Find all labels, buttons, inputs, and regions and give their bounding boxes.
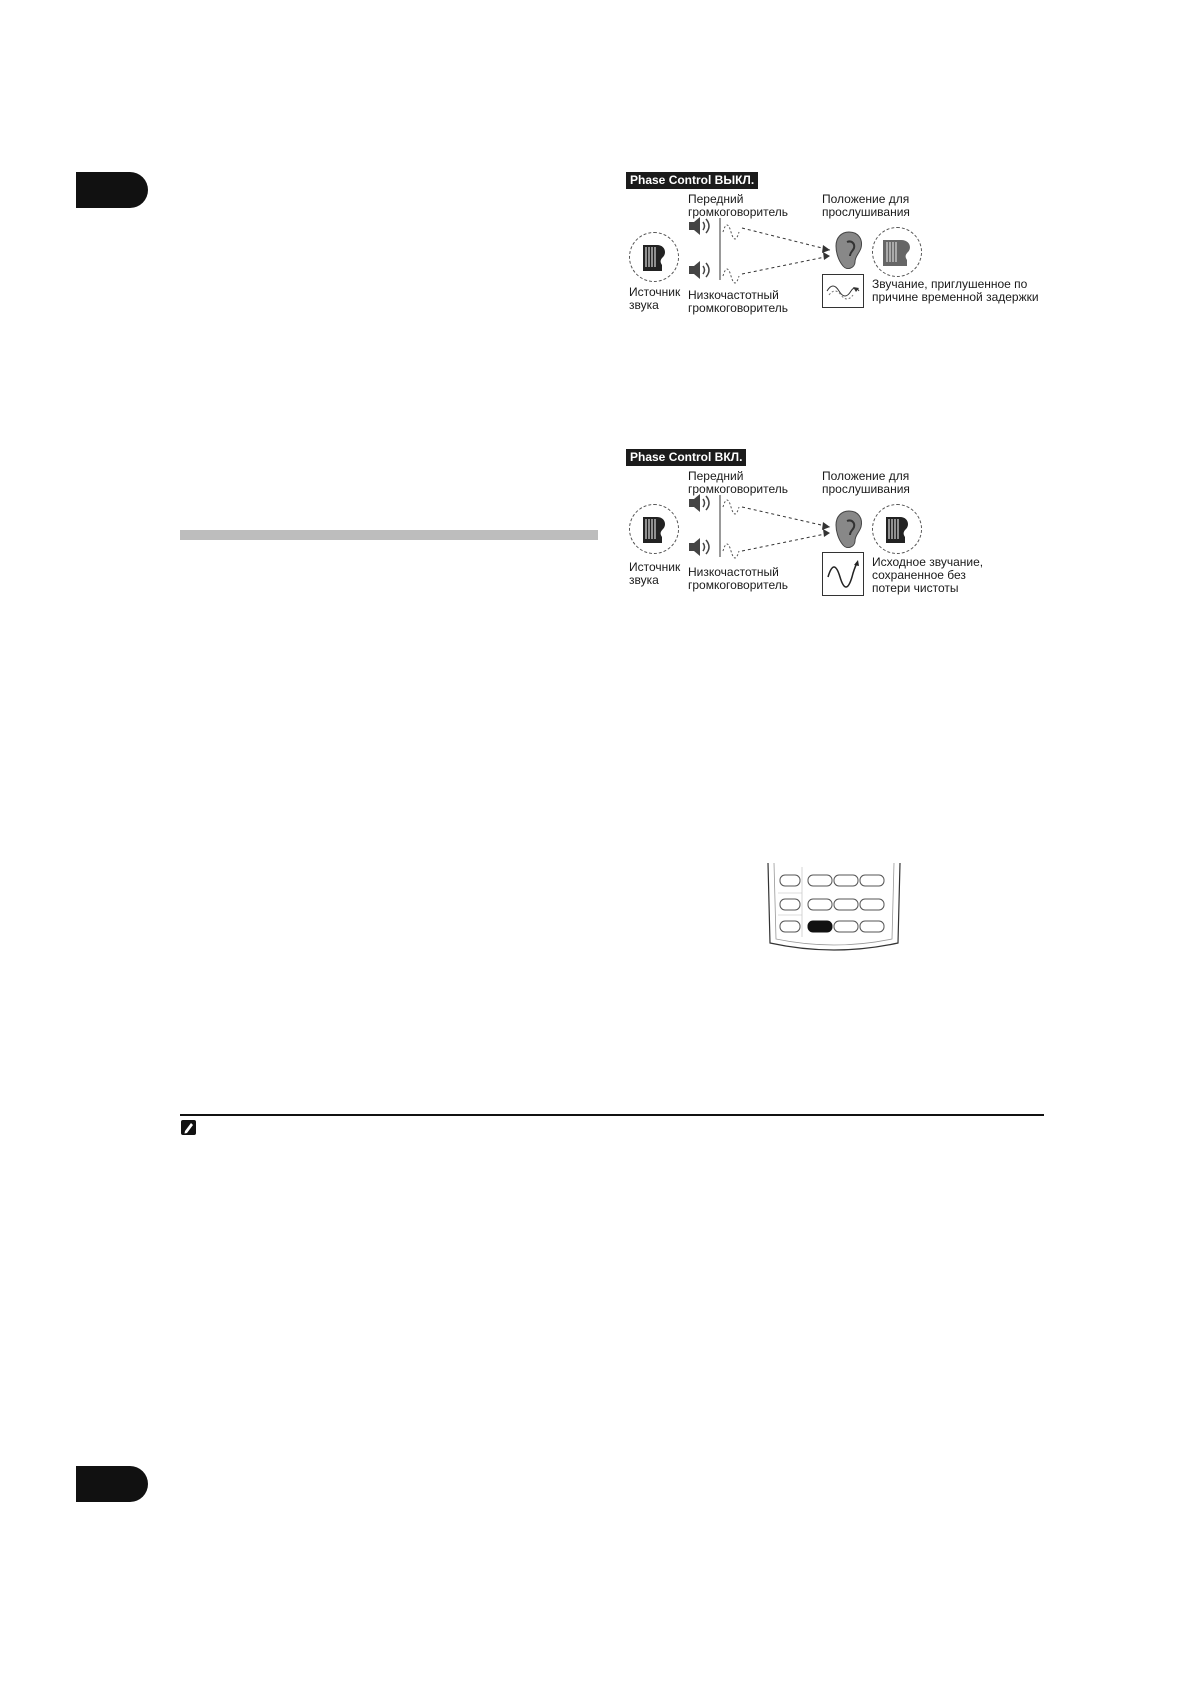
listening-position-label: Положение для прослушивания — [822, 469, 910, 496]
heard-piano-icon — [872, 504, 922, 554]
phase-control-off-diagram — [626, 172, 1046, 322]
result-label: Исходное звучание, сохраненное без потери чистоты — [872, 555, 984, 595]
clear-wave-box — [822, 552, 864, 596]
muffled-wave-box — [822, 274, 864, 308]
front-speaker-label: Передний громкоговоритель — [688, 192, 789, 219]
listener-ear-icon — [834, 509, 864, 551]
listening-position-label: Положение для прослушивания — [822, 192, 910, 219]
source-label: Источник звука — [629, 560, 681, 587]
chapter-tab-top — [76, 172, 148, 208]
notes-separator-rule — [180, 1114, 1044, 1116]
subwoofer-label: Низкочастотный громкоговоритель — [688, 288, 789, 315]
front-speaker-label: Передний громкоговоритель — [688, 469, 789, 496]
result-label: Звучание, приглушенное по причине временной задержки — [872, 277, 1039, 304]
subwoofer-label: Низкочастотный громкоговоритель — [688, 565, 789, 592]
pencil-note-icon — [181, 1120, 196, 1135]
diagram-title: Phase Control ВКЛ. — [626, 449, 746, 466]
diagram-title: Phase Control ВЫКЛ. — [626, 172, 758, 189]
page-number-tab-bottom — [76, 1466, 148, 1502]
source-label: Источник звука — [629, 285, 681, 312]
phase-control-on-diagram — [626, 449, 1046, 599]
heard-piano-icon — [872, 227, 922, 277]
section-heading-rule — [180, 530, 598, 540]
highlighted-remote-button — [808, 921, 832, 932]
remote-control-illustration — [766, 863, 902, 953]
listener-ear-icon — [834, 230, 864, 272]
